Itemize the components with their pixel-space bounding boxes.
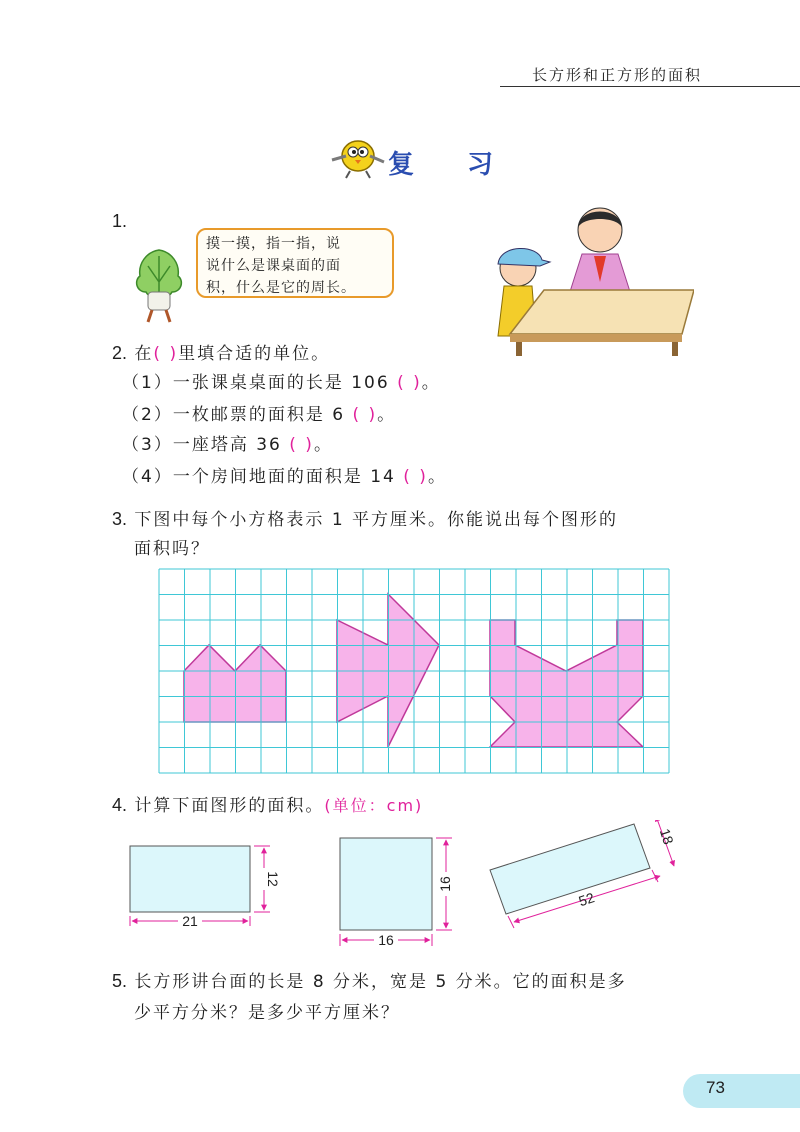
square-16x16: [340, 838, 432, 930]
square-width-label: 16: [378, 932, 394, 948]
bubble-line: 说什么是课桌面的面: [206, 258, 341, 274]
grid-lines: [159, 569, 669, 773]
q2-item: [122, 400, 396, 430]
q3-prompt: [112, 504, 618, 535]
q3-line2: 面积吗？: [134, 539, 210, 559]
area-grid-figure: [150, 565, 680, 775]
q3-line1: 下图中每个小方格表示 1 平方厘米。你能说出每个图形的: [134, 510, 619, 530]
mascot-chick-icon: [326, 130, 388, 180]
q4-prompt-text: 计算下面图形的面积。: [134, 796, 325, 816]
q2-number: 2.: [112, 343, 128, 363]
q4-prompt: [112, 790, 423, 821]
q2-prompt-post: 里填合适的单位。: [178, 344, 331, 364]
q2-item: [122, 430, 333, 460]
page-number: 73: [706, 1078, 725, 1097]
page-number-badge: [683, 1074, 800, 1108]
answer-blank[interactable]: ( ): [289, 435, 314, 455]
q2-item-label: （4）一个房间地面的面积是 14: [122, 467, 396, 487]
answer-blank[interactable]: ( ): [397, 373, 422, 393]
answer-blank[interactable]: ( ): [403, 467, 428, 487]
q2-prompt-paren: ( ): [153, 344, 179, 364]
q2-prompt: [112, 338, 330, 369]
bubble-line: 积，什么是它的周长。: [206, 280, 356, 296]
rect-21x12: [130, 846, 250, 912]
speech-bubble: [196, 228, 394, 298]
q2-item-label: （2）一枚邮票的面积是 6: [122, 405, 346, 425]
q3-number: 3.: [112, 509, 128, 529]
bubble-line: 摸一摸，指一指，说: [206, 236, 341, 252]
section-title: 复 习: [388, 150, 516, 180]
vegetable-mascot-icon: [126, 242, 192, 326]
q2-item-end: 。: [313, 435, 333, 455]
q5-line2: 少平方分米？是多少平方厘米？: [134, 1003, 400, 1023]
header-rule: [500, 86, 800, 87]
q2-item-end: 。: [427, 467, 447, 487]
q5-number: 5.: [112, 971, 128, 991]
tilted-rect-52x18: [490, 824, 650, 914]
measure-figures: [110, 820, 710, 956]
children-at-desk-illustration: [482, 198, 694, 356]
q2-item: [122, 368, 441, 398]
q5-line1: 长方形讲台面的长是 8 分米，宽是 5 分米。它的面积是多: [134, 972, 627, 992]
q2-item: [122, 462, 447, 492]
tilted-length-label: 52: [576, 889, 597, 910]
q1-number: 1.: [112, 211, 128, 231]
q4-unit: (单位：cm): [324, 796, 424, 815]
q2-item-label: （3）一座塔高 36: [122, 435, 282, 455]
q5-prompt: [112, 966, 627, 997]
square-height-label: 16: [437, 876, 453, 892]
q2-prompt-pre: 在: [134, 344, 154, 364]
chapter-header: 长方形和正方形的面积: [532, 66, 703, 84]
q2-item-label: （1）一张课桌桌面的长是 106: [122, 373, 390, 393]
tilted-width-label: 18: [656, 826, 677, 847]
answer-blank[interactable]: ( ): [352, 405, 378, 425]
q2-item-end: 。: [421, 373, 441, 393]
rect1-width-label: 21: [182, 913, 198, 929]
q4-number: 4.: [112, 795, 128, 815]
rect1-height-label: 12: [265, 871, 281, 887]
q2-item-end: 。: [377, 405, 397, 425]
